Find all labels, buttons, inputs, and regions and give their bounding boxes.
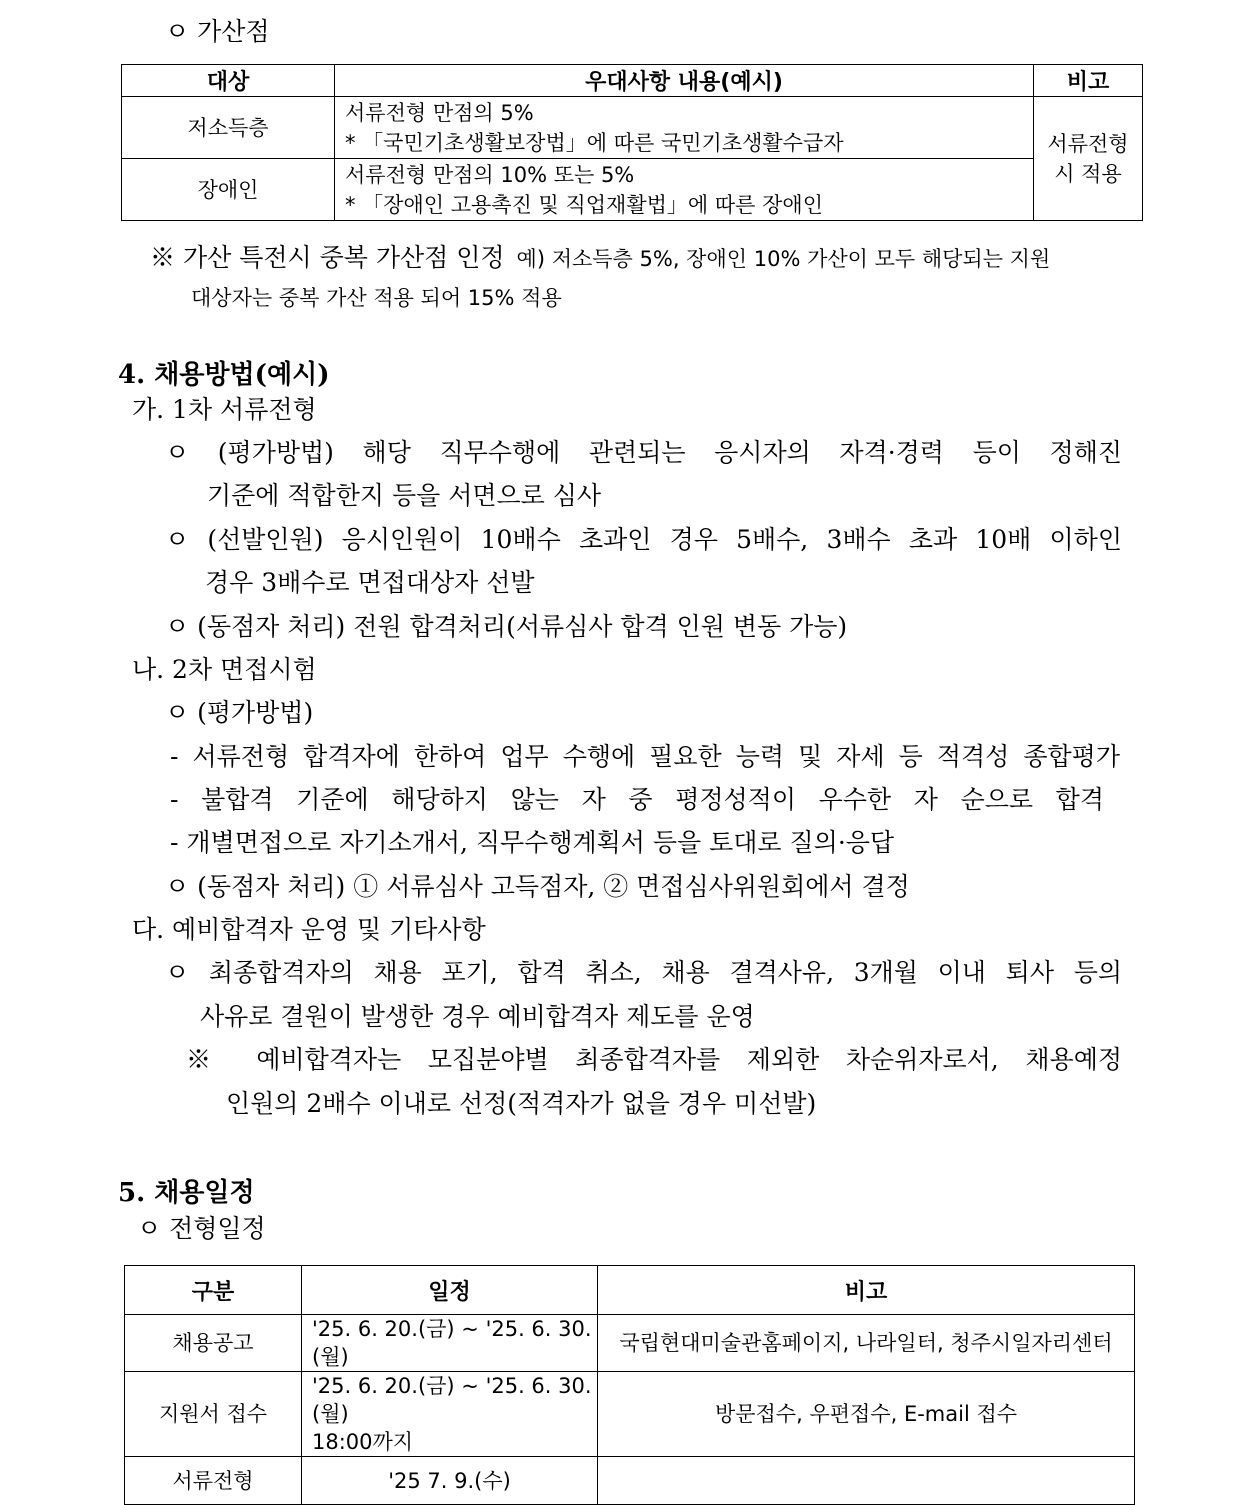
bonus-row-target: 저소득층	[122, 97, 335, 159]
schedule-header-category: 구분	[125, 1266, 302, 1315]
bonus-table-header-content: 우대사항 내용(예시)	[335, 65, 1034, 97]
bonus-note-line1: 서류전형	[1047, 131, 1129, 156]
schedule-row-category: 채용공고	[125, 1315, 302, 1372]
section4-c-bullet1-line2: 사유로 결원이 발생한 경우 예비합격자 제도를 운영	[200, 1002, 755, 1031]
bonus-table	[121, 64, 1143, 221]
bonus-row-content-line1: 서류전형 만점의 5%	[345, 100, 534, 125]
schedule-table	[124, 1265, 1135, 1505]
table-row	[125, 1372, 1135, 1457]
section4-b-dash2: - 불합격 기준에 해당하지 않는 자 중 평정성적이 우수한 자 순으로 합격	[170, 785, 1104, 814]
section4-b-dash3: - 개별면접으로 자기소개서, 직무수행계획서 등을 토대로 질의·응답	[170, 828, 895, 857]
bonus-row-content	[335, 159, 1034, 221]
bonus-table-note	[1034, 97, 1143, 221]
section4-a-bullet2-line1: ㅇ (선발인원) 응시인원이 10배수 초과인 경우 5배수, 3배수 초과 10배 이하인	[165, 525, 1122, 554]
section4-a-title: 가. 1차 서류전형	[132, 395, 317, 424]
bonus-remark-small: 예) 저소득층 5%, 장애인 10% 가산이 모두 해당되는 지원	[516, 247, 1051, 271]
bonus-row-target: 장애인	[122, 159, 335, 221]
bonus-note-line2: 시 적용	[1054, 161, 1122, 186]
schedule-row-note	[598, 1457, 1135, 1505]
schedule-row-note: 국립현대미술관홈페이지, 나라일터, 청주시일자리센터	[598, 1315, 1135, 1372]
section4-title: 4. 채용방법(예시)	[118, 360, 330, 390]
bonus-row-content	[335, 97, 1034, 159]
schedule-row-schedule: '25. 6. 20.(금) ~ '25. 6. 30.(월)	[302, 1315, 598, 1372]
section4-a-bullet2-line2: 경우 3배수로 면접대상자 선발	[205, 568, 535, 597]
table-row	[122, 97, 1143, 159]
bonus-heading: ㅇ 가산점	[165, 17, 270, 46]
section4-a-bullet1-line2: 기준에 적합한지 등을 서면으로 심사	[207, 481, 602, 510]
schedule-header-note: 비고	[598, 1266, 1135, 1315]
schedule-row-category: 서류전형	[125, 1457, 302, 1505]
section4-b-dash1: - 서류전형 합격자에 한하여 업무 수행에 필요한 능력 및 자세 등 적격성 종합평가	[170, 742, 1120, 771]
schedule-row-schedule: '25 7. 9.(수)	[302, 1457, 598, 1505]
section4-c-note-line1: ※ 예비합격자는 모집분야별 최종합격자를 제외한 차순위자로서, 채용예정	[186, 1045, 1122, 1074]
schedule-row-schedule-line2: 18:00까지	[312, 1430, 414, 1454]
bonus-row-content-line2: * 「장애인 고용촉진 및 직업재활법」에 따른 장애인	[345, 192, 823, 217]
schedule-row-category: 지원서 접수	[125, 1372, 302, 1457]
schedule-row-note: 방문접수, 우편접수, E-mail 접수	[598, 1372, 1135, 1457]
section5-title: 5. 채용일정	[118, 1178, 255, 1208]
section4-c-title: 다. 예비합격자 운영 및 기타사항	[132, 915, 486, 944]
section5-sub: ㅇ 전형일정	[137, 1214, 266, 1243]
section4-a-bullet1-line1: ㅇ (평가방법) 해당 직무수행에 관련되는 응시자의 자격·경력 등이 정해진	[165, 438, 1122, 467]
schedule-row-schedule	[302, 1372, 598, 1457]
bonus-row-content-line2: * 「국민기초생활보장법」에 따른 국민기초생활수급자	[345, 130, 844, 155]
table-row	[125, 1457, 1135, 1505]
section4-b-bullet1: ㅇ (평가방법)	[165, 698, 314, 727]
section4-b-bullet2: ㅇ (동점자 처리) ① 서류심사 고득점자, ② 면접심사위원회에서 결정	[165, 872, 910, 901]
bonus-table-header-target: 대상	[122, 65, 335, 97]
section4-c-note-line2: 인원의 2배수 이내로 선정(적격자가 없을 경우 미선발)	[226, 1089, 817, 1118]
bonus-remark-line2: 대상자는 중복 가산 적용 되어 15% 적용	[191, 286, 562, 310]
section4-b-title: 나. 2차 면접시험	[132, 655, 317, 684]
table-row	[122, 159, 1143, 221]
bonus-remark-main: ※ 가산 특전시 중복 가산점 인정	[150, 243, 505, 272]
section4-a-bullet3: ㅇ (동점자 처리) 전원 합격처리(서류심사 합격 인원 변동 가능)	[165, 612, 848, 641]
table-row	[125, 1315, 1135, 1372]
schedule-row-schedule-line1: '25. 6. 20.(금) ~ '25. 6. 30.(월)	[312, 1374, 592, 1426]
schedule-header-schedule: 일정	[302, 1266, 598, 1315]
bonus-row-content-line1: 서류전형 만점의 10% 또는 5%	[345, 162, 635, 187]
bonus-table-header-note: 비고	[1034, 65, 1143, 97]
bonus-remark	[150, 243, 1122, 273]
section4-c-bullet1-line1: ㅇ 최종합격자의 채용 포기, 합격 취소, 채용 결격사유, 3개월 이내 퇴사 등의	[165, 958, 1122, 987]
